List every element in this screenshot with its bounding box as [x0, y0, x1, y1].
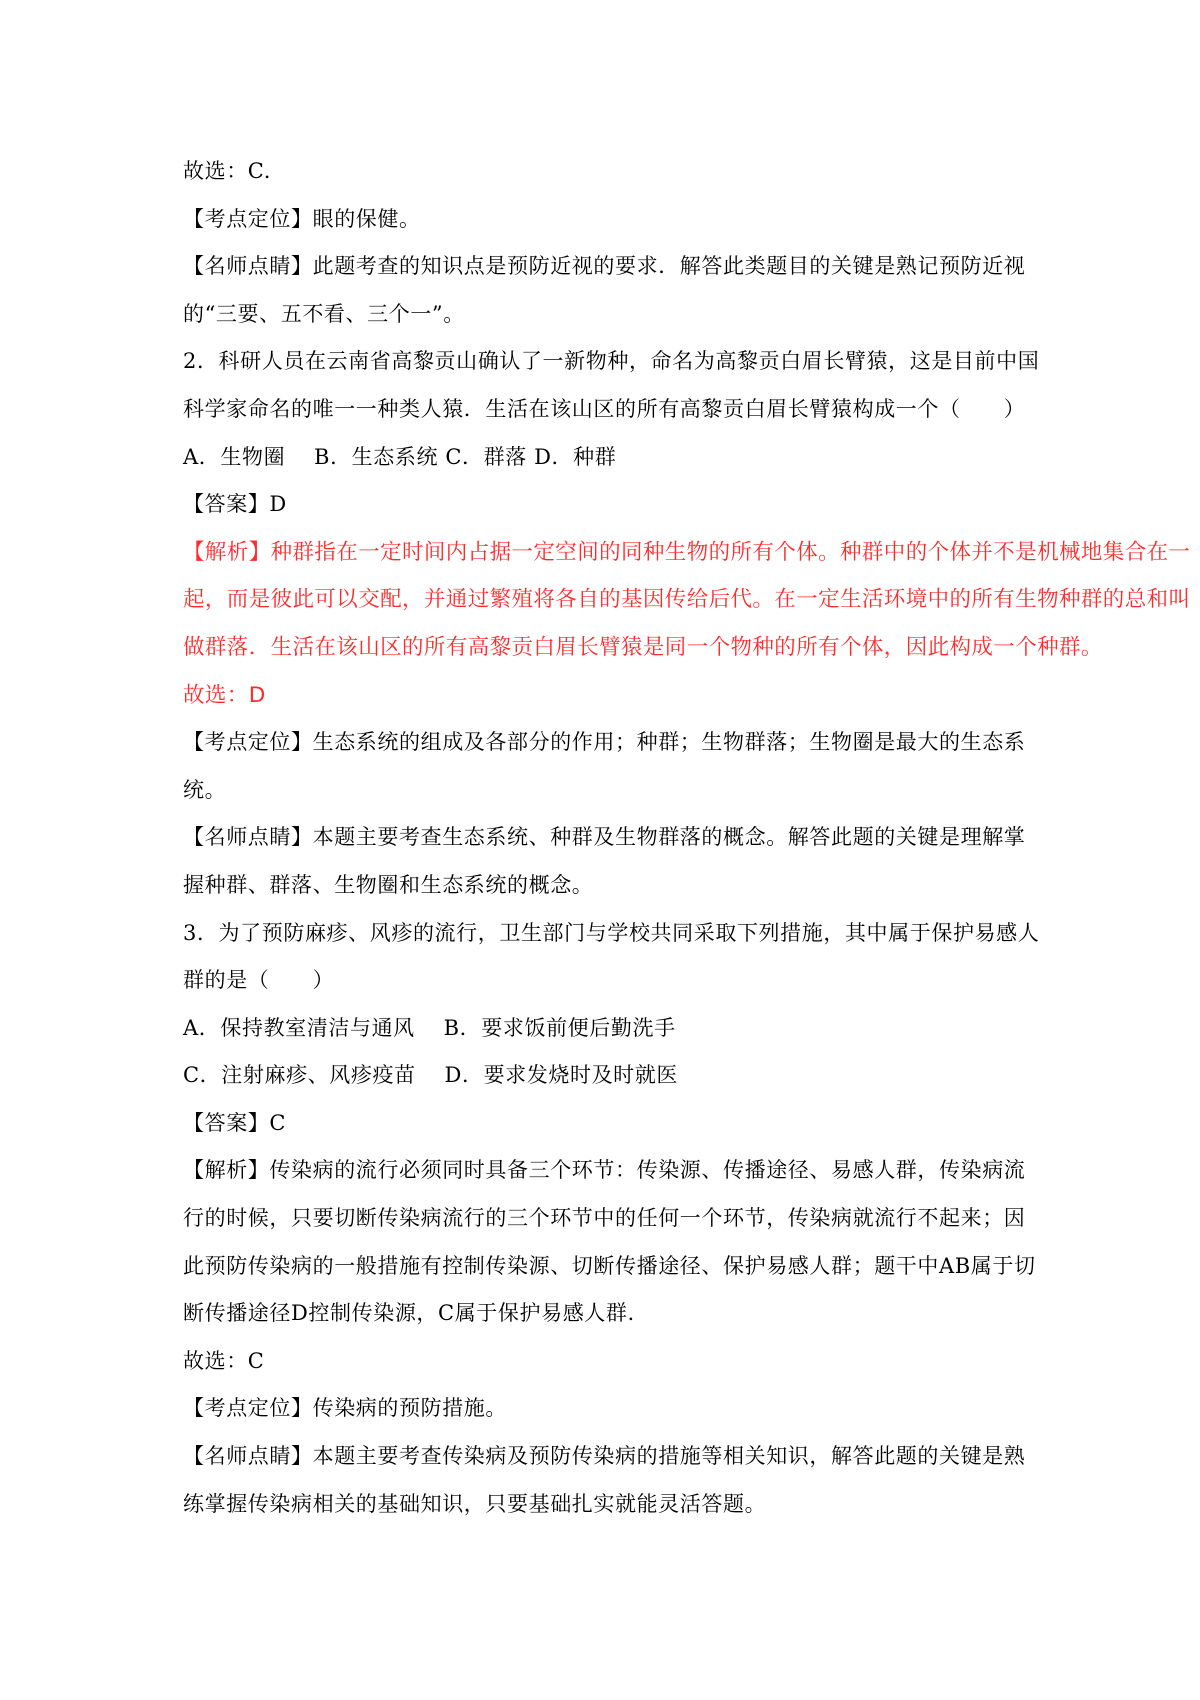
analysis-red-line: 做群落．生活在该山区的所有高黎贡白眉长臂猿是同一个物种的所有个体，因此构成一个种群。	[183, 634, 1103, 660]
text-line: 练掌握传染病相关的基础知识，只要基础扎实就能灵活答题。	[183, 1491, 767, 1516]
analysis-red-line: 起，而是彼此可以交配，并通过繁殖将各自的基因传给后代。在一定生活环境中的所有生物种群的总和叫	[183, 587, 1191, 613]
question-2-options: A．生物圈 B．生态系统 C．群落 D．种群	[183, 444, 617, 469]
text-line: 【名师点睛】本题主要考查生态系统、种群及生物群落的概念。解答此题的关键是理解掌	[183, 825, 1026, 850]
text-line: 故选：C	[183, 1348, 265, 1373]
text-line: 【名师点睛】本题主要考查传染病及预防传染病的措施等相关知识，解答此题的关键是熟	[183, 1444, 1026, 1469]
question-3-options: C．注射麻疹、风疹疫苗 D．要求发烧时及时就医	[183, 1063, 678, 1088]
text-line: 【解析】传染病的流行必须同时具备三个环节：传染源、传播途径、易感人群，传染病流	[183, 1158, 1026, 1183]
analysis-red-line: 【解析】种群指在一定时间内占据一定空间的同种生物的所有个体。种群中的个体并不是机械地集合在一	[183, 539, 1191, 565]
text-line: 【考点定位】生态系统的组成及各部分的作用；种群；生物群落；生物圈是最大的生态系	[183, 730, 1026, 755]
text-line: 行的时候，只要切断传染病流行的三个环节中的任何一个环节，传染病就流行不起来；因	[183, 1206, 1026, 1231]
question-3-line: 群的是（ ）	[183, 968, 335, 993]
text-line: 此预防传染病的一般措施有控制传染源、切断传播途径、保护易感人群；题干中AB属于切	[183, 1253, 1036, 1278]
text-line: 【名师点睛】此题考查的知识点是预防近视的要求．解答此类题目的关键是熟记预防近视	[183, 254, 1026, 279]
text-line: 断传播途径D控制传染源，C属于保护易感人群.	[183, 1301, 635, 1326]
text-line: 故选：C.	[183, 159, 271, 183]
question-2-line: 科学家命名的唯一一种类人猿．生活在该山区的所有高黎贡白眉长臂猿构成一个（ ）	[183, 396, 1026, 421]
answer-line: 【答案】D	[183, 492, 287, 517]
text-line: 【考点定位】传染病的预防措施。	[183, 1396, 507, 1421]
text-line: 统。	[183, 777, 227, 802]
choice-red-line: 故选：D	[183, 682, 266, 708]
question-2-line: 2．科研人员在云南省高黎贡山确认了一新物种，命名为高黎贡白眉长臂猿，这是目前中国	[183, 349, 1040, 374]
text-line: 的“三要、五不看、三个一”。	[183, 301, 465, 326]
text-line: 【考点定位】眼的保健。	[183, 206, 421, 231]
question-3-line: 3．为了预防麻疹、风疹的流行，卫生部门与学校共同采取下列措施，其中属于保护易感人	[183, 920, 1040, 945]
text-line: 握种群、群落、生物圈和生态系统的概念。	[183, 872, 594, 897]
question-3-options: A．保持教室清洁与通风 B．要求饭前便后勤洗手	[183, 1015, 676, 1040]
answer-line: 【答案】C	[183, 1110, 287, 1135]
document-page	[183, 148, 1191, 1528]
